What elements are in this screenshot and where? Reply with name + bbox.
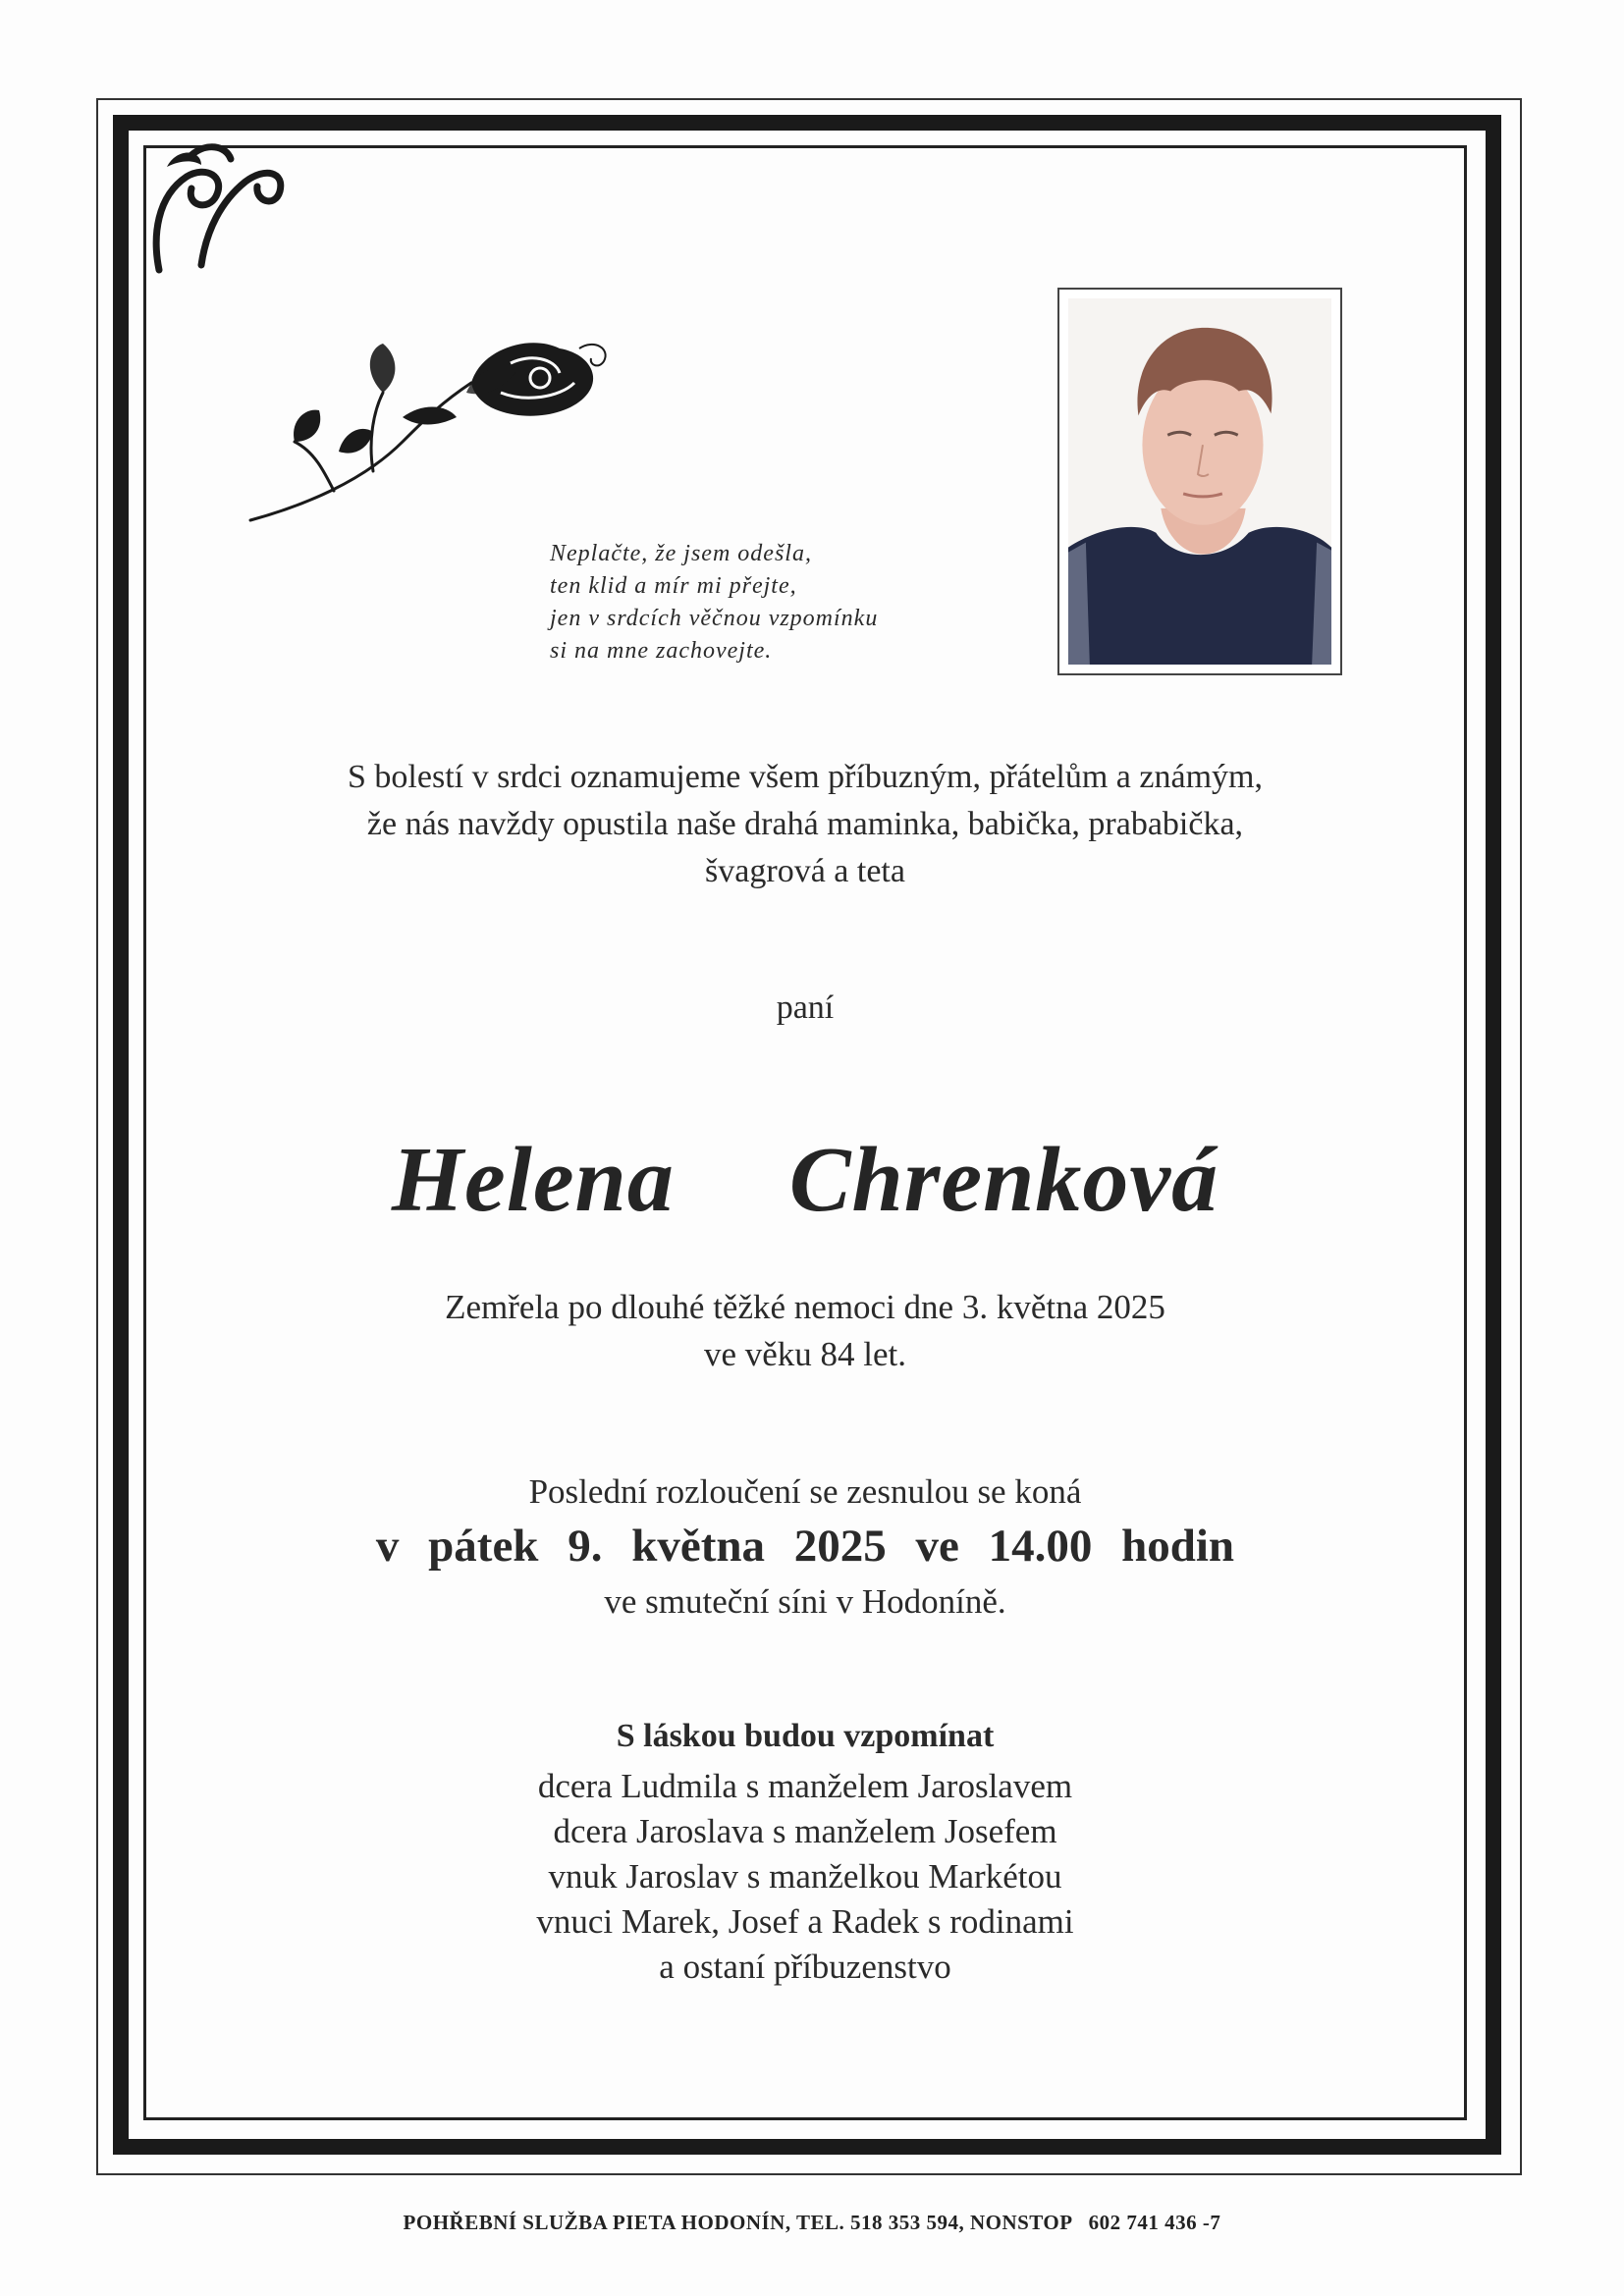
death-info (143, 1284, 1467, 1378)
mourner-line: vnuk Jaroslav s manželkou Markétou (548, 1857, 1062, 1896)
mourners-list (143, 1764, 1467, 1990)
farewell-place: ve smuteční síni v Hodoníně. (604, 1582, 1006, 1621)
farewell-date: v pátek 9. května 2025 ve 14.00 hodin (375, 1521, 1235, 1572)
mourner-line: vnuci Marek, Josef a Radek s rodinami (536, 1902, 1074, 1941)
deceased-name: Helena Chrenková (391, 1129, 1219, 1231)
farewell-lead: Poslední rozloučení se zesnulou se koná (528, 1472, 1082, 1511)
mourner-line: a ostaní příbuzenstvo (659, 1948, 951, 1986)
poem-line: si na mne zachovejte. (550, 638, 773, 664)
announcement-line: švagrová a teta (705, 853, 905, 889)
mourners-title: S láskou budou vzpomínat (616, 1718, 995, 1754)
announcement-text (143, 754, 1467, 895)
announcement-line: S bolestí v srdci oznamujeme všem příbuzným, přátelům a známým, (348, 759, 1263, 795)
funeral-service-footer: POHŘEBNÍ SLUŽBA PIETA HODONÍN, TEL. 518 353 594, NONSTOP 602 741 436 -7 (403, 2211, 1221, 2234)
mourner-line: dcera Jaroslava s manželem Josefem (553, 1812, 1057, 1850)
portrait-photo (1068, 298, 1331, 665)
death-date-line: Zemřela po dlouhé těžké nemoci dne 3. května 2025 (445, 1288, 1165, 1326)
poem (550, 538, 1001, 667)
portrait-frame (1057, 288, 1342, 675)
mourner-line: dcera Ludmila s manželem Jaroslavem (537, 1767, 1073, 1805)
announcement-line: že nás navždy opustila naše drahá maminka, babička, prababička, (366, 806, 1244, 842)
poem-line: ten klid a mír mi přejte, (550, 573, 797, 599)
title-word: paní (776, 989, 835, 1026)
age-line: ve věku 84 let. (703, 1335, 907, 1373)
flourish-ornament-icon (147, 137, 295, 275)
poem-line: Neplačte, že jsem odešla, (550, 541, 812, 566)
rose-icon (245, 294, 619, 530)
poem-line: jen v srdcích věčnou vzpomínku (550, 606, 879, 631)
